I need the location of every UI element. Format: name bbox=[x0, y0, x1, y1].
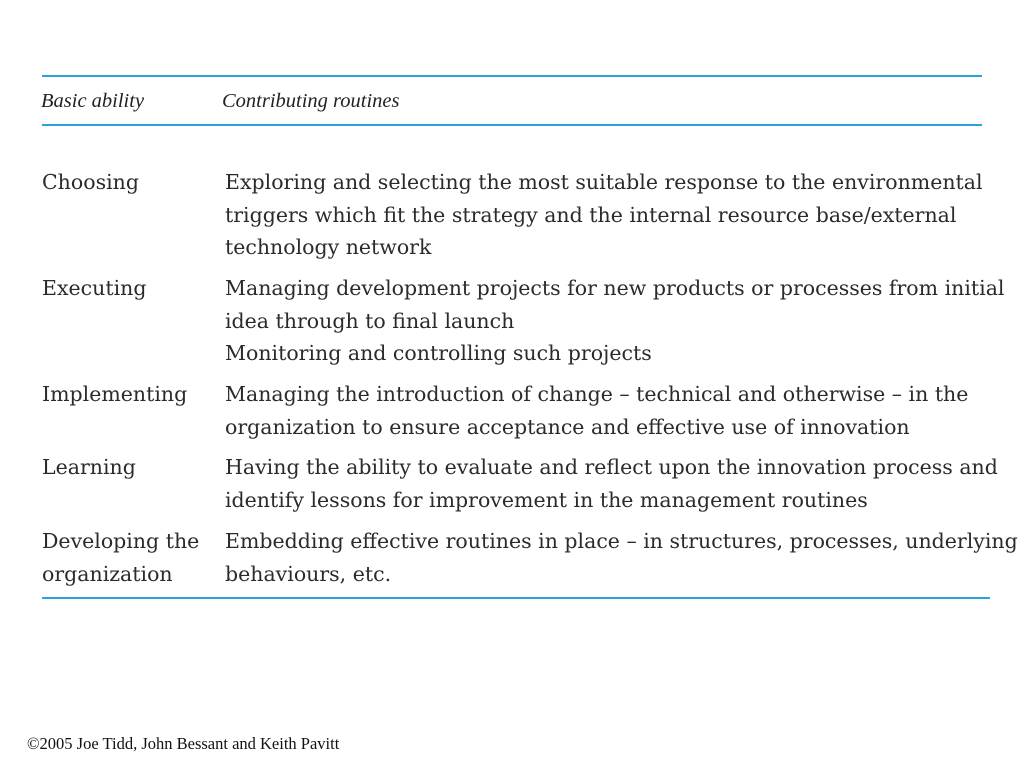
routine-text: Having the ability to evaluate and reflect upon the innovation process and bbox=[225, 455, 998, 479]
table-top-rule bbox=[42, 75, 982, 77]
column-header-contributing-routines: Contributing routines bbox=[222, 90, 400, 112]
routine-text: idea through to final launch bbox=[225, 308, 515, 333]
routine-text: Managing development projects for new products or processes from initial bbox=[225, 276, 1005, 300]
ability-text: Executing bbox=[42, 276, 147, 300]
table-bottom-rule bbox=[42, 597, 990, 599]
ability-cell bbox=[42, 451, 212, 484]
table-header-rule bbox=[42, 124, 982, 126]
routine-text: triggers which fit the strategy and the internal resource base/external bbox=[225, 202, 957, 227]
routine-cell bbox=[225, 378, 995, 443]
copyright-notice: ©2005 Joe Tidd, John Bessant and Keith Pavitt bbox=[27, 734, 340, 753]
ability-text: Developing the bbox=[42, 529, 200, 553]
column-header-basic-ability: Basic ability bbox=[41, 90, 145, 112]
routine-cell bbox=[225, 272, 1005, 370]
routine-cell bbox=[225, 166, 995, 264]
routine-text: organization to ensure acceptance and effective use of innovation bbox=[225, 414, 910, 439]
ability-cell bbox=[42, 378, 212, 411]
ability-cell bbox=[42, 166, 212, 199]
ability-text: Choosing bbox=[42, 170, 139, 194]
ability-text: Learning bbox=[42, 455, 136, 479]
routine-text: technology network bbox=[225, 235, 432, 259]
routine-text: Exploring and selecting the most suitable response to the environmental bbox=[225, 170, 983, 194]
ability-cell bbox=[42, 272, 212, 305]
routine-text: Managing the introduction of change – technical and otherwise – in the bbox=[225, 382, 969, 406]
routine-cell bbox=[225, 451, 998, 516]
routine-cell bbox=[225, 525, 1018, 590]
ability-cell bbox=[42, 525, 212, 590]
routine-text: behaviours, etc. bbox=[225, 561, 392, 586]
routine-text: Embedding effective routines in place – in structures, processes, underlying bbox=[225, 529, 1018, 553]
ability-text: organization bbox=[42, 561, 173, 586]
routine-text: identify lessons for improvement in the management routines bbox=[225, 487, 868, 512]
routine-text: Monitoring and controlling such projects bbox=[225, 341, 652, 365]
ability-text: Implementing bbox=[42, 382, 188, 406]
